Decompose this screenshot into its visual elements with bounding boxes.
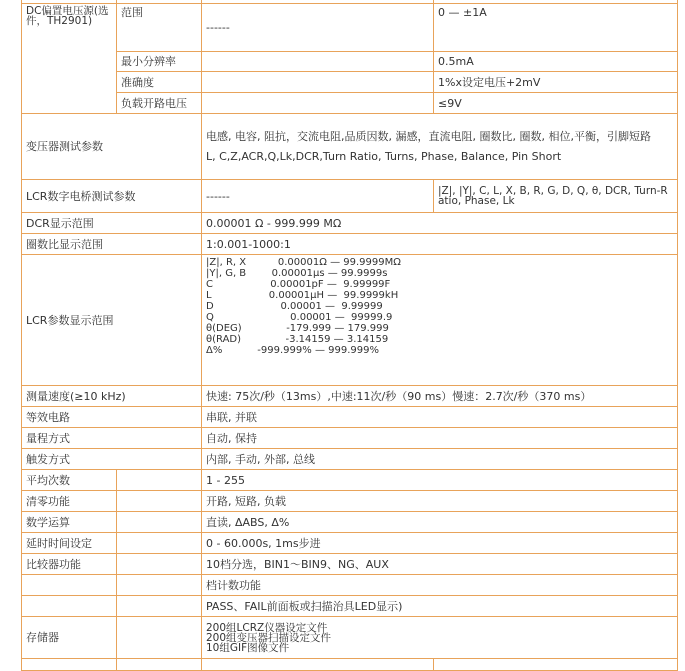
table-row bbox=[22, 470, 678, 491]
table-row bbox=[22, 596, 678, 617]
dcr-range-value: 0.00001 Ω - 999.999 MΩ bbox=[202, 213, 678, 234]
lcr-display-value bbox=[202, 255, 678, 386]
lcr-display-label: LCR参数显示范围 bbox=[22, 255, 202, 386]
table-row bbox=[22, 93, 678, 114]
dc-bias-opencircuit-label: 负载开路电压 bbox=[117, 93, 202, 114]
table-row bbox=[22, 234, 678, 255]
comparator-value-1: 10档分选，BIN1～BIN9、NG、AUX bbox=[202, 554, 678, 575]
empty-cell bbox=[117, 491, 202, 512]
lcr-params-label: LCR数字电桥测试参数 bbox=[22, 180, 202, 213]
table-row bbox=[22, 255, 678, 386]
empty-cell bbox=[202, 93, 434, 114]
delay-label: 延时时间设定 bbox=[22, 533, 117, 554]
equiv-label: 等效电路 bbox=[22, 407, 202, 428]
empty-cell bbox=[117, 554, 202, 575]
empty-cell bbox=[117, 512, 202, 533]
empty-cell bbox=[117, 596, 202, 617]
lcr-range-line: |Y|, G, B 0.00001μs — 99.9999s bbox=[206, 268, 388, 279]
empty-cell bbox=[202, 659, 434, 671]
table-row bbox=[22, 4, 678, 52]
dcr-range-label: DCR显示范围 bbox=[22, 213, 202, 234]
table-row bbox=[22, 512, 678, 533]
table-row bbox=[22, 554, 678, 575]
lcr-range-line: θ(DEG) -179.999 — 179.999 bbox=[206, 323, 389, 334]
table-row bbox=[22, 449, 678, 470]
dc-bias-resolution-value: 0.5mA bbox=[434, 52, 678, 72]
range-mode-value: 自动, 保持 bbox=[202, 428, 678, 449]
empty-cell bbox=[22, 659, 117, 671]
dc-bias-range-value: 0 — ±1A bbox=[434, 4, 678, 52]
empty-cell bbox=[202, 72, 434, 93]
storage-line: 200组LCRZ仪器设定文件 bbox=[206, 621, 328, 634]
dc-bias-range-mid: ------ bbox=[202, 4, 434, 52]
table-row bbox=[22, 52, 678, 72]
transformer-label: 变压器测试参数 bbox=[22, 114, 202, 180]
storage-value bbox=[202, 617, 678, 659]
dc-bias-opencircuit-value: ≤9V bbox=[434, 93, 678, 114]
empty-cell bbox=[117, 575, 202, 596]
speed-value: 快速: 75次/秒（13ms）,中速:11次/秒（90 ms）慢速：2.7次/秒（370 ms） bbox=[202, 386, 678, 407]
storage-line: 10组GIF图像文件 bbox=[206, 641, 290, 654]
storage-label: 存储器 bbox=[22, 617, 117, 659]
turns-range-label: 圈数比显示范围 bbox=[22, 234, 202, 255]
table-row bbox=[22, 386, 678, 407]
table-row bbox=[22, 575, 678, 596]
math-value: 直读, ΔABS, Δ% bbox=[202, 512, 678, 533]
lcr-range-line: Δ% -999.999% — 999.999% bbox=[206, 345, 379, 356]
lcr-params-mid: ------ bbox=[202, 180, 434, 213]
lcr-params-value: |Z|, |Y|, C, L, X, B, R, G, D, Q, θ, DCR, Turn-Ratio, Phase, Lk bbox=[434, 180, 678, 213]
average-label: 平均次数 bbox=[22, 470, 117, 491]
comparator-value-3: PASS、FAIL前面板或扫描治具LED显示) bbox=[202, 596, 678, 617]
average-value: 1 - 255 bbox=[202, 470, 678, 491]
empty-cell bbox=[117, 659, 202, 671]
dc-bias-accuracy-label: 准确度 bbox=[117, 72, 202, 93]
storage-line: 200组变压器扫描设定文件 bbox=[206, 631, 332, 644]
table-row bbox=[22, 617, 678, 659]
lcr-range-line: |Z|, R, X 0.00001Ω — 99.9999MΩ bbox=[206, 257, 401, 268]
table-row bbox=[22, 213, 678, 234]
delay-value: 0 - 60.000s, 1ms步进 bbox=[202, 533, 678, 554]
empty-cell bbox=[117, 470, 202, 491]
table-row bbox=[22, 659, 678, 671]
lcr-range-line: D 0.00001 — 9.99999 bbox=[206, 301, 383, 312]
bottom-partial-value bbox=[434, 659, 678, 671]
table-row bbox=[22, 533, 678, 554]
transformer-line2: L, C,Z,ACR,Q,Lk,DCR,Turn Ratio, Turns, Phase, Balance, Pin Short bbox=[206, 149, 562, 163]
dc-bias-accuracy-value: 1%x设定电压+2mV bbox=[434, 72, 678, 93]
table-row bbox=[22, 180, 678, 213]
empty-cell bbox=[202, 52, 434, 72]
math-label: 数学运算 bbox=[22, 512, 117, 533]
lcr-range-line: Q 0.00001 — 99999.9 bbox=[206, 312, 393, 323]
dc-bias-range-label: 范围 bbox=[117, 4, 202, 52]
dc-bias-resolution-label: 最小分辨率 bbox=[117, 52, 202, 72]
lcr-range-line: C 0.00001pF — 9.99999F bbox=[206, 279, 391, 290]
equiv-value: 串联, 并联 bbox=[202, 407, 678, 428]
empty-cell bbox=[117, 533, 202, 554]
table-row bbox=[22, 407, 678, 428]
comparator-value-2: 档计数功能 bbox=[202, 575, 678, 596]
trigger-label: 触发方式 bbox=[22, 449, 202, 470]
empty-cell bbox=[22, 596, 117, 617]
empty-cell bbox=[22, 575, 117, 596]
lcr-range-line: L 0.00001μH — 99.9999kH bbox=[206, 290, 399, 301]
table-row bbox=[22, 72, 678, 93]
trigger-value: 内部, 手动, 外部, 总线 bbox=[202, 449, 678, 470]
table-row bbox=[22, 428, 678, 449]
speed-label: 测量速度(≥10 kHz) bbox=[22, 386, 202, 407]
comparator-label: 比较器功能 bbox=[22, 554, 117, 575]
range-mode-label: 量程方式 bbox=[22, 428, 202, 449]
table-row bbox=[22, 114, 678, 180]
spec-table bbox=[21, 0, 678, 671]
empty-cell bbox=[117, 617, 202, 659]
zero-label: 清零功能 bbox=[22, 491, 117, 512]
transformer-value bbox=[202, 114, 678, 180]
table-row bbox=[22, 491, 678, 512]
transformer-line1: 电感, 电容, 阻抗，交流电阻,品质因数, 漏感，直流电阻, 圈数比, 圈数, 相位,平衡，引脚短路 bbox=[206, 129, 651, 143]
zero-value: 开路, 短路, 负载 bbox=[202, 491, 678, 512]
lcr-range-line: θ(RAD) -3.14159 — 3.14159 bbox=[206, 334, 389, 345]
turns-range-value: 1:0.001-1000:1 bbox=[202, 234, 678, 255]
dc-bias-label: DC偏置电压源(选件，TH2901) bbox=[22, 4, 117, 114]
